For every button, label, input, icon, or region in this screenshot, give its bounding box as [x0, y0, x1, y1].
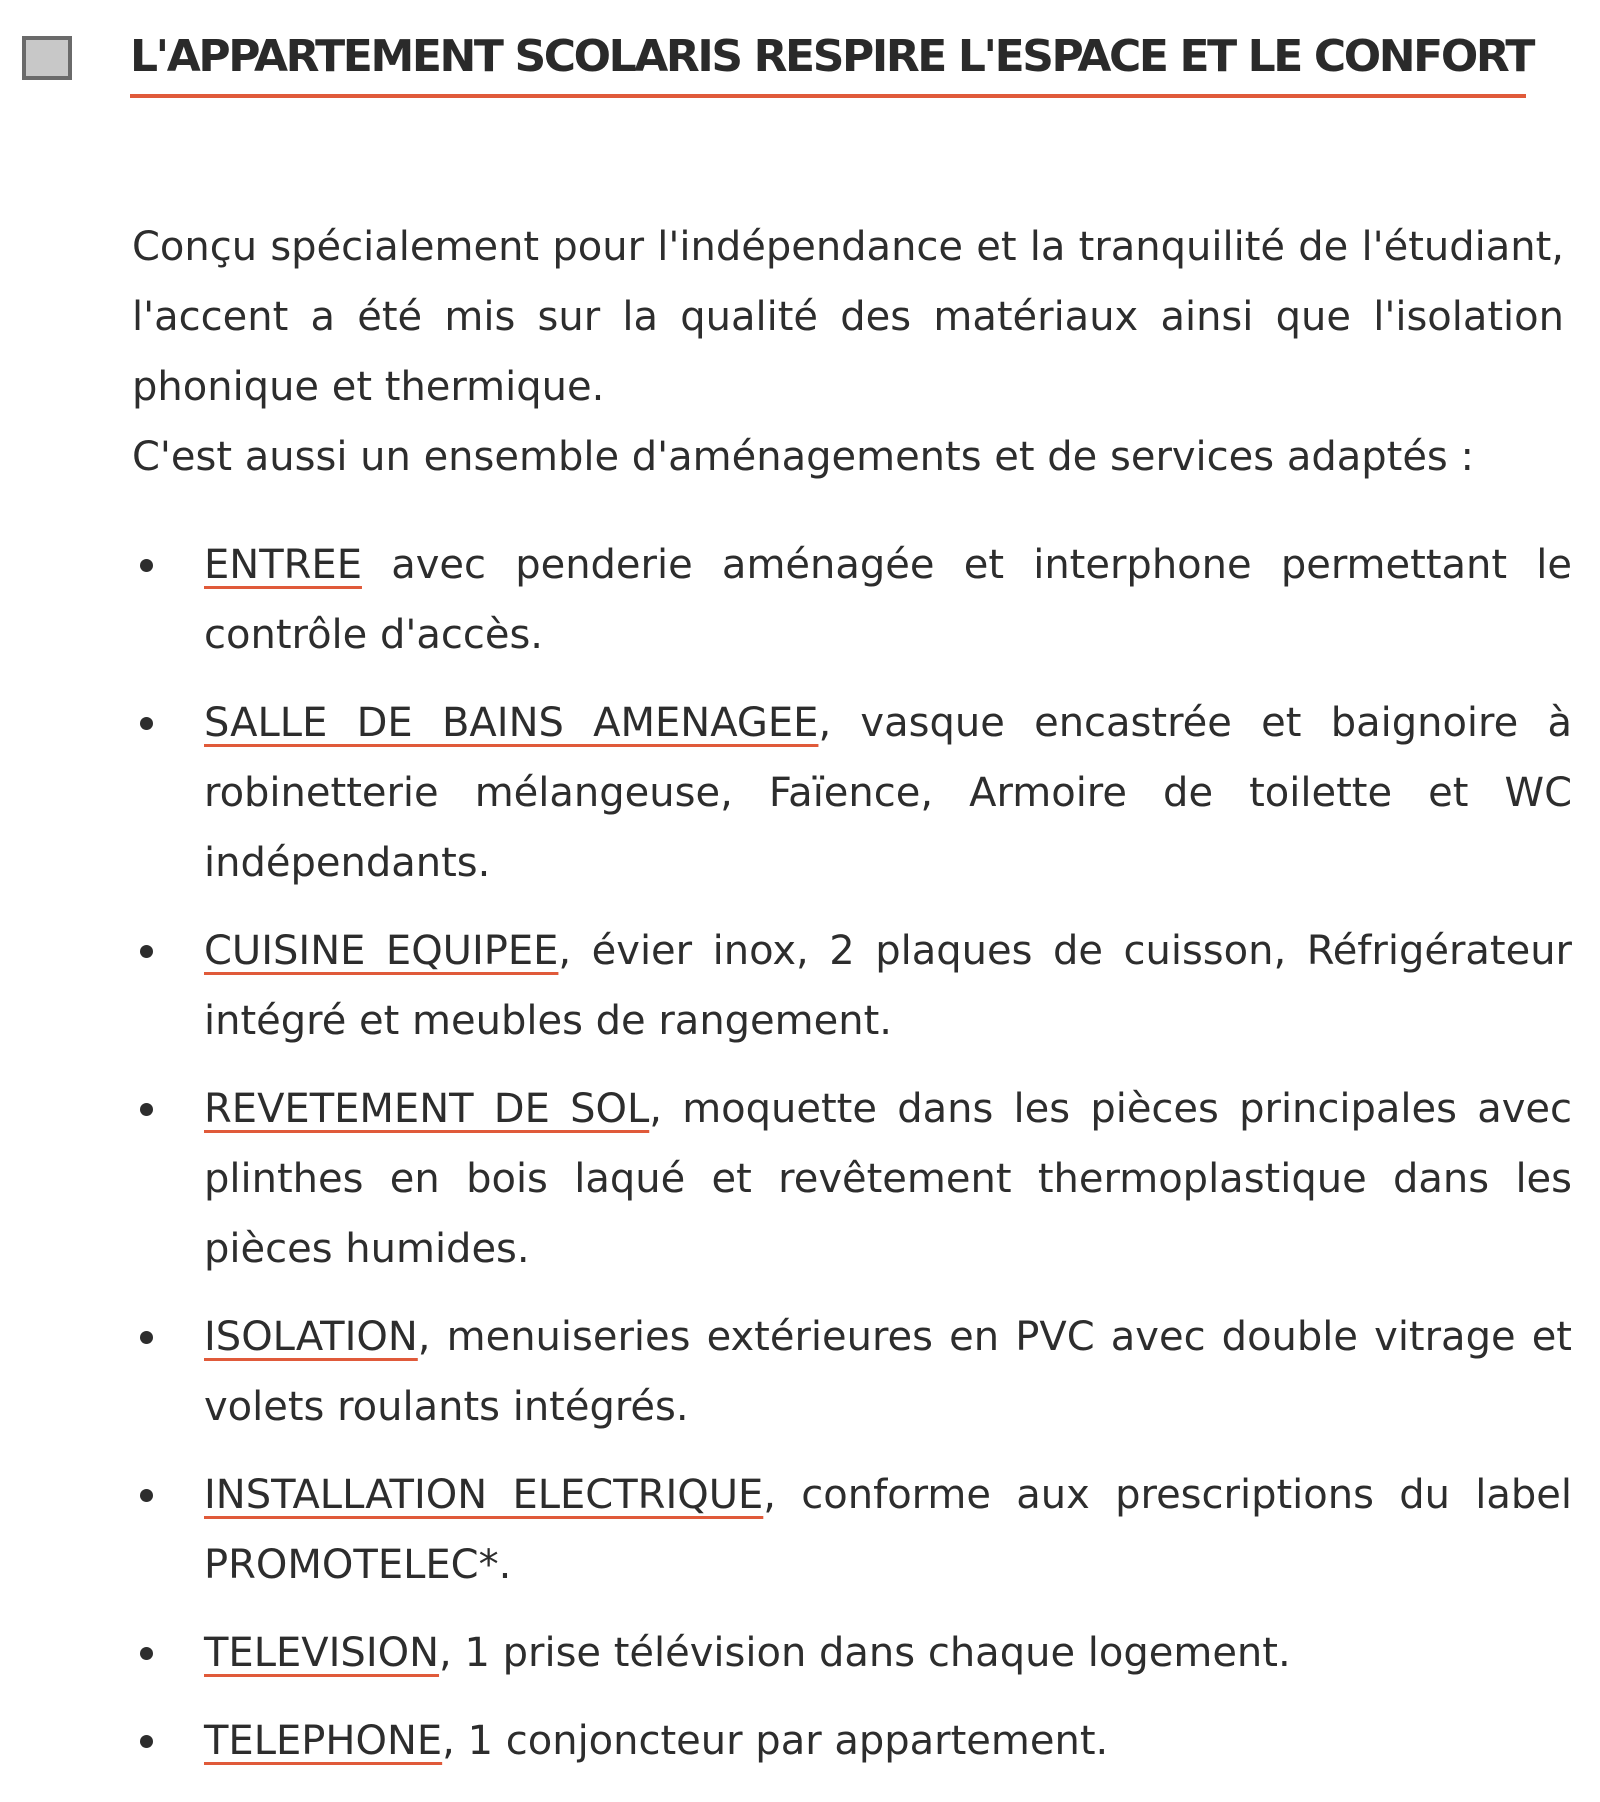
- intro-paragraph-2: C'est aussi un ensemble d'aménagements et de services adaptés :: [132, 434, 1474, 480]
- item-text: , vasque encastrée et baignoire à robinetterie mélangeuse, Faïence, Armoire de toilette et WC indépendants.: [204, 700, 1573, 886]
- list-item-cuisine: [132, 916, 1572, 1056]
- features-list: [132, 530, 1572, 1794]
- item-term: TELEPHONE: [204, 1718, 443, 1764]
- checkbox-square-icon: [22, 36, 72, 80]
- item-text: , 1 conjoncteur par appartement.: [442, 1718, 1109, 1764]
- bullet-icon: [140, 1331, 153, 1344]
- item-term: TELEVISION: [204, 1630, 440, 1676]
- list-item-installation-electrique: [132, 1460, 1572, 1600]
- list-item-telephone: [132, 1706, 1572, 1776]
- page-title: L'APPARTEMENT SCOLARIS RESPIRE L'ESPACE ET LE CONFORT: [130, 31, 1533, 82]
- item-text: avec penderie aménagée et interphone permettant le contrôle d'accès.: [204, 542, 1572, 658]
- item-term: SALLE DE BAINS AMENAGEE: [204, 700, 819, 746]
- item-term: ENTREE: [204, 542, 362, 588]
- bullet-icon: [140, 559, 153, 572]
- item-term: INSTALLATION ELECTRIQUE: [204, 1472, 764, 1518]
- bullet-icon: [140, 1489, 153, 1502]
- bullet-icon: [140, 717, 153, 730]
- bullet-icon: [140, 945, 153, 958]
- intro-section: [132, 212, 1564, 492]
- item-text: , menuiseries extérieures en PVC avec double vitrage et volets roulants intégrés.: [204, 1314, 1572, 1430]
- list-item-isolation: [132, 1302, 1572, 1442]
- item-term: CUISINE EQUIPEE: [204, 928, 559, 974]
- bullet-icon: [140, 1735, 153, 1748]
- list-item-revetement: [132, 1074, 1572, 1284]
- item-term: ISOLATION: [204, 1314, 418, 1360]
- list-item-entree: [132, 530, 1572, 670]
- title-underline: [130, 94, 1526, 98]
- item-text: , 1 prise télévision dans chaque logement.: [439, 1630, 1291, 1676]
- item-text: , évier inox, 2 plaques de cuisson, Réfrigérateur intégré et meubles de rangement.: [204, 928, 1572, 1044]
- list-item-television: [132, 1618, 1572, 1688]
- item-text: , conforme aux prescriptions du label PROMOTELEC*.: [204, 1472, 1572, 1588]
- title-row: [22, 28, 1542, 108]
- bullet-icon: [140, 1103, 153, 1116]
- intro-paragraph-1: Conçu spécialement pour l'indépendance et la tranquilité de l'étudiant, l'accent a été mis sur la qualité des matériaux ainsi que l'isolation phonique et thermique.: [132, 224, 1564, 410]
- item-text: , moquette dans les pièces principales avec plinthes en bois laqué et revêtement thermoplastique dans les pièces humides.: [204, 1086, 1572, 1272]
- list-item-salle-de-bains: [132, 688, 1572, 898]
- item-term: REVETEMENT DE SOL: [204, 1086, 650, 1132]
- bullet-icon: [140, 1647, 153, 1660]
